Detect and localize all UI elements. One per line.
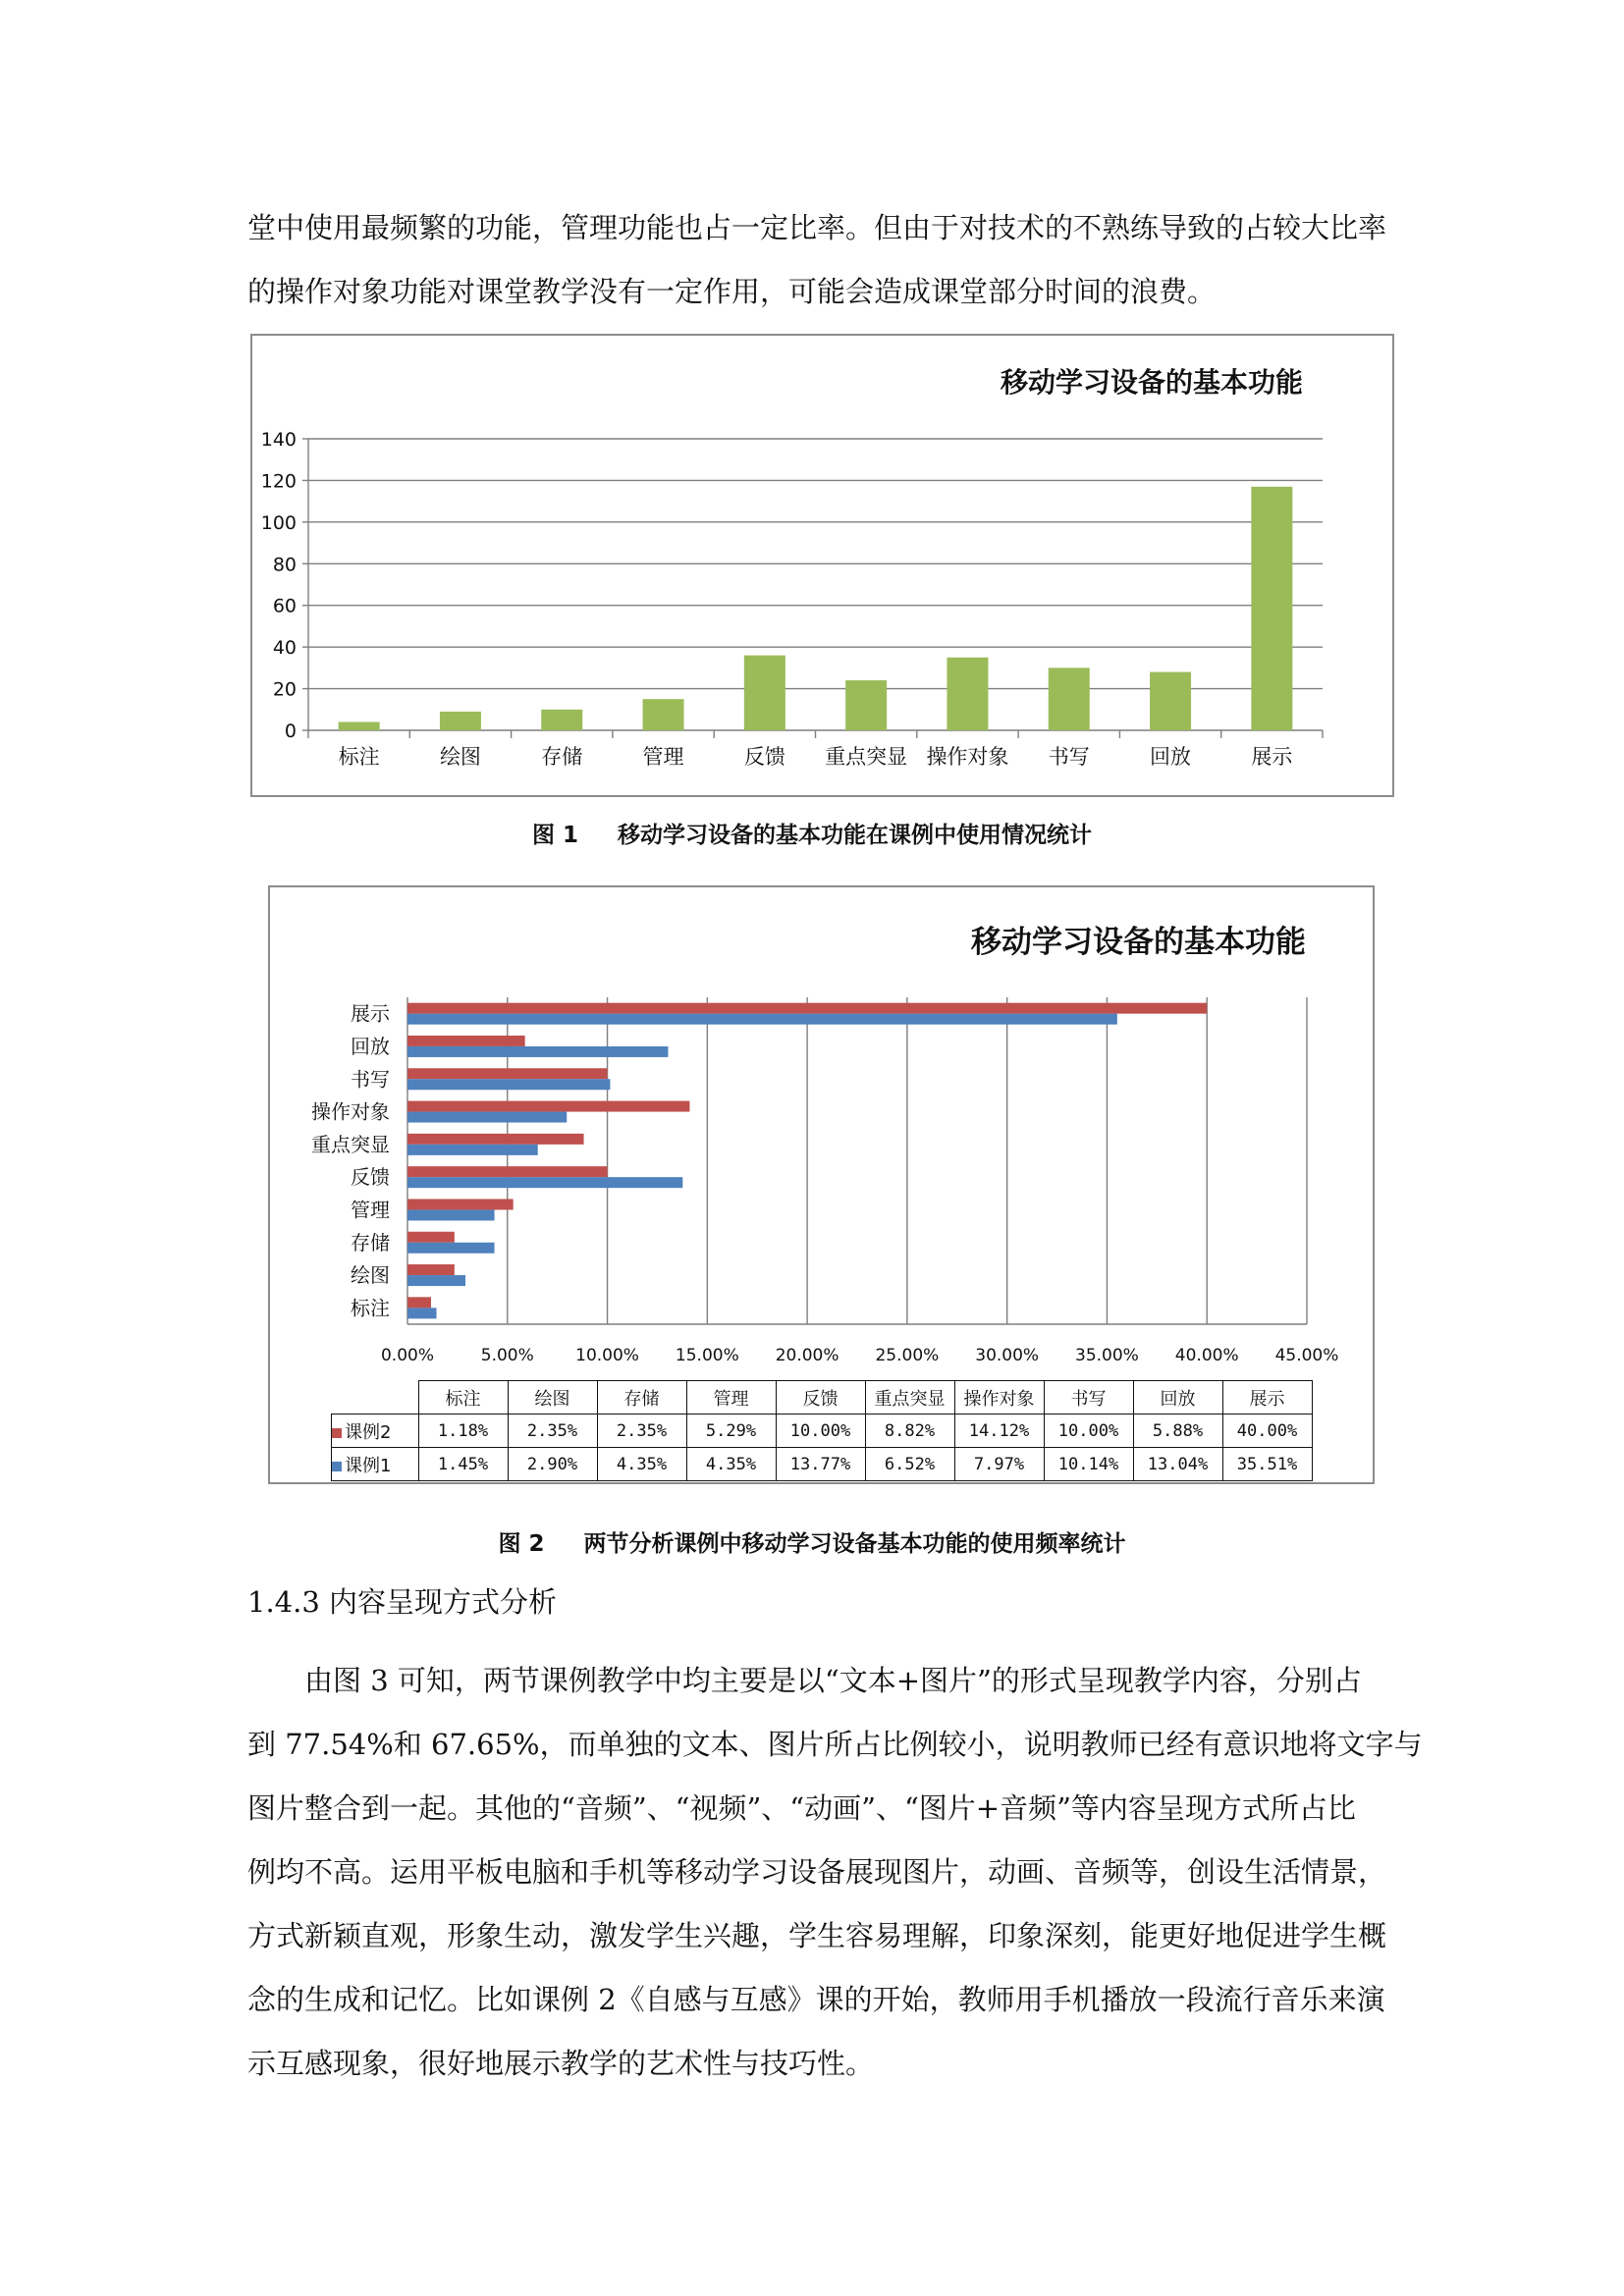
bar-lesson1 <box>407 1177 682 1188</box>
table-cell: 14.12% <box>954 1415 1044 1448</box>
table-header-cell: 展示 <box>1222 1381 1312 1415</box>
table-cell: 1.45% <box>418 1448 508 1481</box>
section-line: 到 77.54%和 67.65%，而单独的文本、图片所占比例较小，说明教师已经有意识地将文字与 <box>247 1728 1423 1761</box>
table-cell: 40.00% <box>1222 1415 1312 1448</box>
section-paragraph <box>247 1649 1423 2096</box>
table-header-cell: 存储 <box>597 1381 686 1415</box>
section-line: 图片整合到一起。其他的“音频”、“视频”、“动画”、“图片+音频”等内容呈现方式所占比 <box>247 1791 1356 1825</box>
y-tick-label: 80 <box>272 554 297 576</box>
x-tick-label: 15.00% <box>675 1346 739 1365</box>
figure2-plot <box>270 887 1373 1365</box>
x-tick-label: 书写 <box>1048 745 1090 769</box>
legend-cell-lesson1 <box>332 1448 419 1481</box>
y-category-label: 存储 <box>351 1230 390 1255</box>
figure2-caption-text: 两节分析课例中移动学习设备基本功能的使用频率统计 <box>583 1531 1126 1557</box>
table-header-cell: 反馈 <box>776 1381 865 1415</box>
bar <box>440 712 481 730</box>
table-cell: 13.77% <box>776 1448 865 1481</box>
bar-lesson2 <box>407 1003 1207 1014</box>
bar <box>339 722 380 730</box>
figure2-data-table <box>331 1380 1313 1481</box>
y-tick-label: 120 <box>260 470 297 493</box>
section-line: 方式新颖直观，形象生动，激发学生兴趣，学生容易理解，印象深刻，能更好地促进学生概 <box>247 1919 1387 1952</box>
table-header-row <box>332 1381 1313 1415</box>
x-tick-label: 存储 <box>541 745 583 769</box>
x-tick-label: 35.00% <box>1075 1346 1139 1365</box>
y-category-label: 绘图 <box>351 1263 390 1288</box>
y-tick-label: 100 <box>260 511 297 534</box>
table-cell: 7.97% <box>954 1448 1044 1481</box>
table-cell: 10.00% <box>1044 1415 1133 1448</box>
bar-lesson1 <box>407 1145 538 1155</box>
table-cell: 4.35% <box>686 1448 776 1481</box>
x-tick-label: 25.00% <box>875 1346 940 1365</box>
table-header-cell: 管理 <box>686 1381 776 1415</box>
section-heading: 1.4.3 内容呈现方式分析 <box>247 1585 558 1619</box>
bar <box>1049 667 1090 730</box>
legend-label: 课例1 <box>345 1455 392 1476</box>
bar-lesson1 <box>407 1014 1117 1025</box>
bar <box>947 658 988 730</box>
figure2-chart <box>268 885 1375 1484</box>
x-tick-label: 展示 <box>1251 745 1293 769</box>
figure2-caption-num: 图 2 <box>498 1531 545 1557</box>
y-category-label: 书写 <box>351 1067 390 1092</box>
y-tick-label: 40 <box>272 637 297 660</box>
table-header-cell: 操作对象 <box>954 1381 1044 1415</box>
bar-lesson2 <box>407 1036 525 1046</box>
x-tick-label: 标注 <box>338 745 380 769</box>
x-tick-label: 20.00% <box>775 1346 839 1365</box>
legend-swatch-blue <box>332 1462 342 1471</box>
bar-lesson1 <box>407 1079 610 1090</box>
bar <box>643 699 684 730</box>
x-tick-label: 45.00% <box>1274 1346 1339 1365</box>
bar-lesson2 <box>407 1199 514 1209</box>
legend-cell-lesson2 <box>332 1415 419 1448</box>
bar-lesson2 <box>407 1297 431 1308</box>
intro-line: 的操作对象功能对课堂教学没有一定作用，可能会造成课堂部分时间的浪费。 <box>247 275 1217 308</box>
y-category-label: 反馈 <box>351 1165 390 1190</box>
bar-lesson2 <box>407 1134 584 1145</box>
table-cell: 1.18% <box>418 1415 508 1448</box>
y-tick-label: 140 <box>260 429 297 451</box>
y-category-label: 回放 <box>351 1034 390 1058</box>
section-line: 由图 3 可知，两节课例教学中均主要是以“文本+图片”的形式呈现教学内容，分别占 <box>304 1664 1362 1697</box>
bar-lesson2 <box>407 1101 689 1112</box>
intro-paragraph <box>247 196 1386 324</box>
bar <box>845 680 887 730</box>
bar-lesson2 <box>407 1068 608 1079</box>
intro-line: 堂中使用最频繁的功能，管理功能也占一定比率。但由于对技术的不熟练导致的占较大比率 <box>247 211 1387 244</box>
y-tick-label: 0 <box>284 721 297 742</box>
table-cell: 13.04% <box>1133 1448 1222 1481</box>
x-tick-label: 5.00% <box>480 1346 534 1365</box>
bar-lesson1 <box>407 1209 495 1220</box>
table-row-lesson1 <box>332 1448 1313 1481</box>
y-tick-label: 60 <box>272 595 297 617</box>
figure2-chart-title: 移动学习设备的基本功能 <box>971 925 1306 960</box>
table-cell: 5.29% <box>686 1415 776 1448</box>
table-cell: 10.00% <box>776 1415 865 1448</box>
table-header-cell: 绘图 <box>508 1381 597 1415</box>
bar-lesson1 <box>407 1243 495 1254</box>
table-header-cell: 标注 <box>418 1381 508 1415</box>
table-cell: 2.90% <box>508 1448 597 1481</box>
bar <box>1150 672 1191 730</box>
table-cell: 35.51% <box>1222 1448 1312 1481</box>
bar <box>1251 487 1292 730</box>
y-tick-label: 20 <box>272 678 297 701</box>
y-category-label: 操作对象 <box>311 1099 390 1124</box>
figure1-caption-text: 移动学习设备的基本功能在课例中使用情况统计 <box>618 823 1092 848</box>
table-header-cell: 重点突显 <box>865 1381 954 1415</box>
x-tick-label: 回放 <box>1150 745 1192 769</box>
x-tick-label: 40.00% <box>1174 1346 1239 1365</box>
section-line: 示互感现象，很好地展示教学的艺术性与技巧性。 <box>247 2047 875 2080</box>
bar <box>744 656 785 730</box>
bar-lesson2 <box>407 1232 455 1243</box>
x-tick-label: 重点突显 <box>825 745 908 769</box>
legend-label: 课例2 <box>345 1421 392 1443</box>
figure1-chart-title: 移动学习设备的基本功能 <box>1001 366 1304 399</box>
x-tick-label: 10.00% <box>575 1346 639 1365</box>
table-row-lesson2 <box>332 1415 1313 1448</box>
x-tick-label: 管理 <box>642 745 684 769</box>
bar-lesson1 <box>407 1308 437 1318</box>
table-header-cell: 书写 <box>1044 1381 1133 1415</box>
table-cell: 5.88% <box>1133 1415 1222 1448</box>
figure1-chart <box>250 334 1394 797</box>
table-cell: 2.35% <box>508 1415 597 1448</box>
table-cell: 2.35% <box>597 1415 686 1448</box>
bar-lesson2 <box>407 1264 455 1275</box>
table-cell: 4.35% <box>597 1448 686 1481</box>
figure1-caption <box>0 817 1624 849</box>
x-tick-label: 30.00% <box>975 1346 1040 1365</box>
figure1-caption-num: 图 1 <box>531 823 578 848</box>
table-cell: 10.14% <box>1044 1448 1133 1481</box>
bar-lesson2 <box>407 1166 608 1177</box>
figure2-caption <box>0 1525 1624 1558</box>
table-header-cell: 回放 <box>1133 1381 1222 1415</box>
y-category-label: 管理 <box>351 1198 390 1222</box>
bar-lesson1 <box>407 1046 668 1057</box>
x-tick-label: 绘图 <box>439 745 481 769</box>
section-line: 念的生成和记忆。比如课例 2《自感与互感》课的开始，教师用手机播放一段流行音乐来演 <box>247 1983 1385 2016</box>
bar-lesson1 <box>407 1112 567 1123</box>
y-category-label: 标注 <box>351 1296 390 1320</box>
legend-swatch-red <box>332 1428 342 1438</box>
bar <box>541 710 582 730</box>
bar-lesson1 <box>407 1275 465 1286</box>
x-tick-label: 0.00% <box>380 1346 435 1365</box>
y-category-label: 展示 <box>351 1001 390 1026</box>
section-line: 例均不高。运用平板电脑和手机等移动学习设备展现图片，动画、音频等，创设生活情景， <box>247 1855 1387 1889</box>
table-cell: 8.82% <box>865 1415 954 1448</box>
y-category-label: 重点突显 <box>311 1132 390 1156</box>
figure1-plot <box>252 336 1392 795</box>
x-tick-label: 操作对象 <box>926 745 1009 769</box>
x-tick-label: 反馈 <box>743 745 785 769</box>
table-cell: 6.52% <box>865 1448 954 1481</box>
